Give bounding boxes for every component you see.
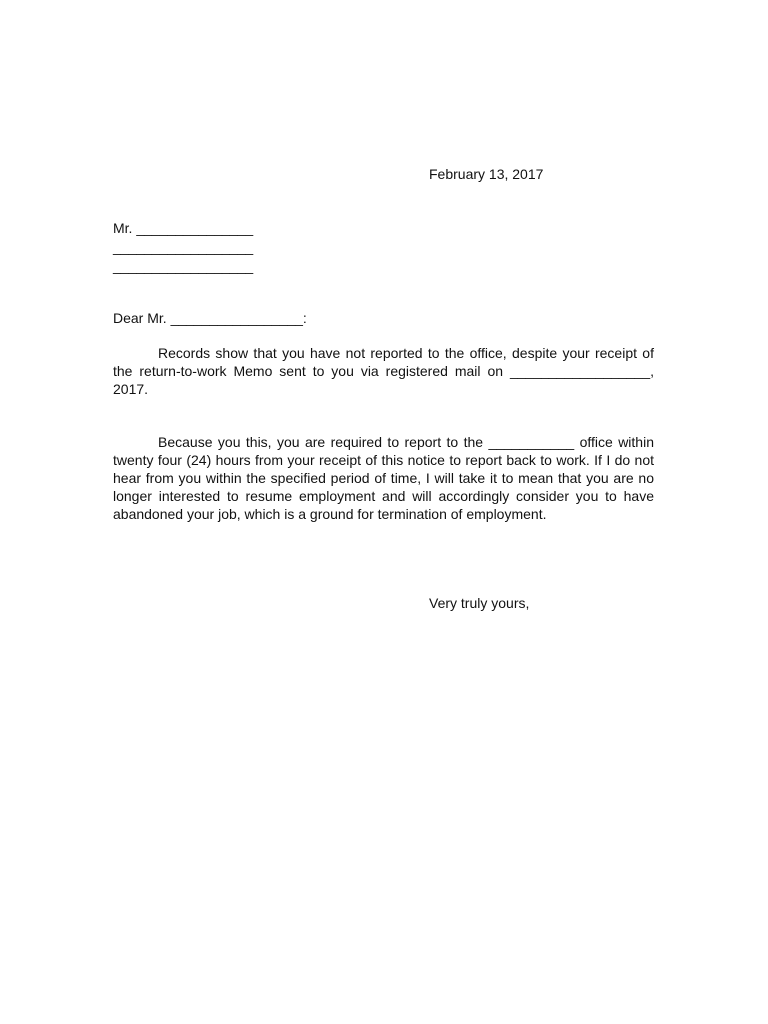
- closing: Very truly yours,: [429, 595, 530, 611]
- body-paragraph-1: Records show that you have not reported to the office, despite your receipt of the return-to-work Memo sent to you via registered mail on __________________, 2017.: [113, 345, 654, 397]
- address-line-name: Mr. _______________: [113, 220, 254, 236]
- address-line-2: __________________: [113, 239, 254, 255]
- letter-date: February 13, 2017: [429, 166, 544, 182]
- salutation: Dear Mr. _________________:: [113, 310, 307, 326]
- recipient-address: [113, 219, 253, 276]
- address-line-3: __________________: [113, 258, 254, 274]
- body-paragraph-2: Because you this, you are required to report to the ___________ office within twenty four (24) hours from your receipt of this notice to report back to work. If I do not hear from you within the specified period of time, I will take it to mean that you are no longer interested to resume employment and will accordingly consider you to have abandoned your job, which is a ground for termination of employment.: [113, 434, 654, 522]
